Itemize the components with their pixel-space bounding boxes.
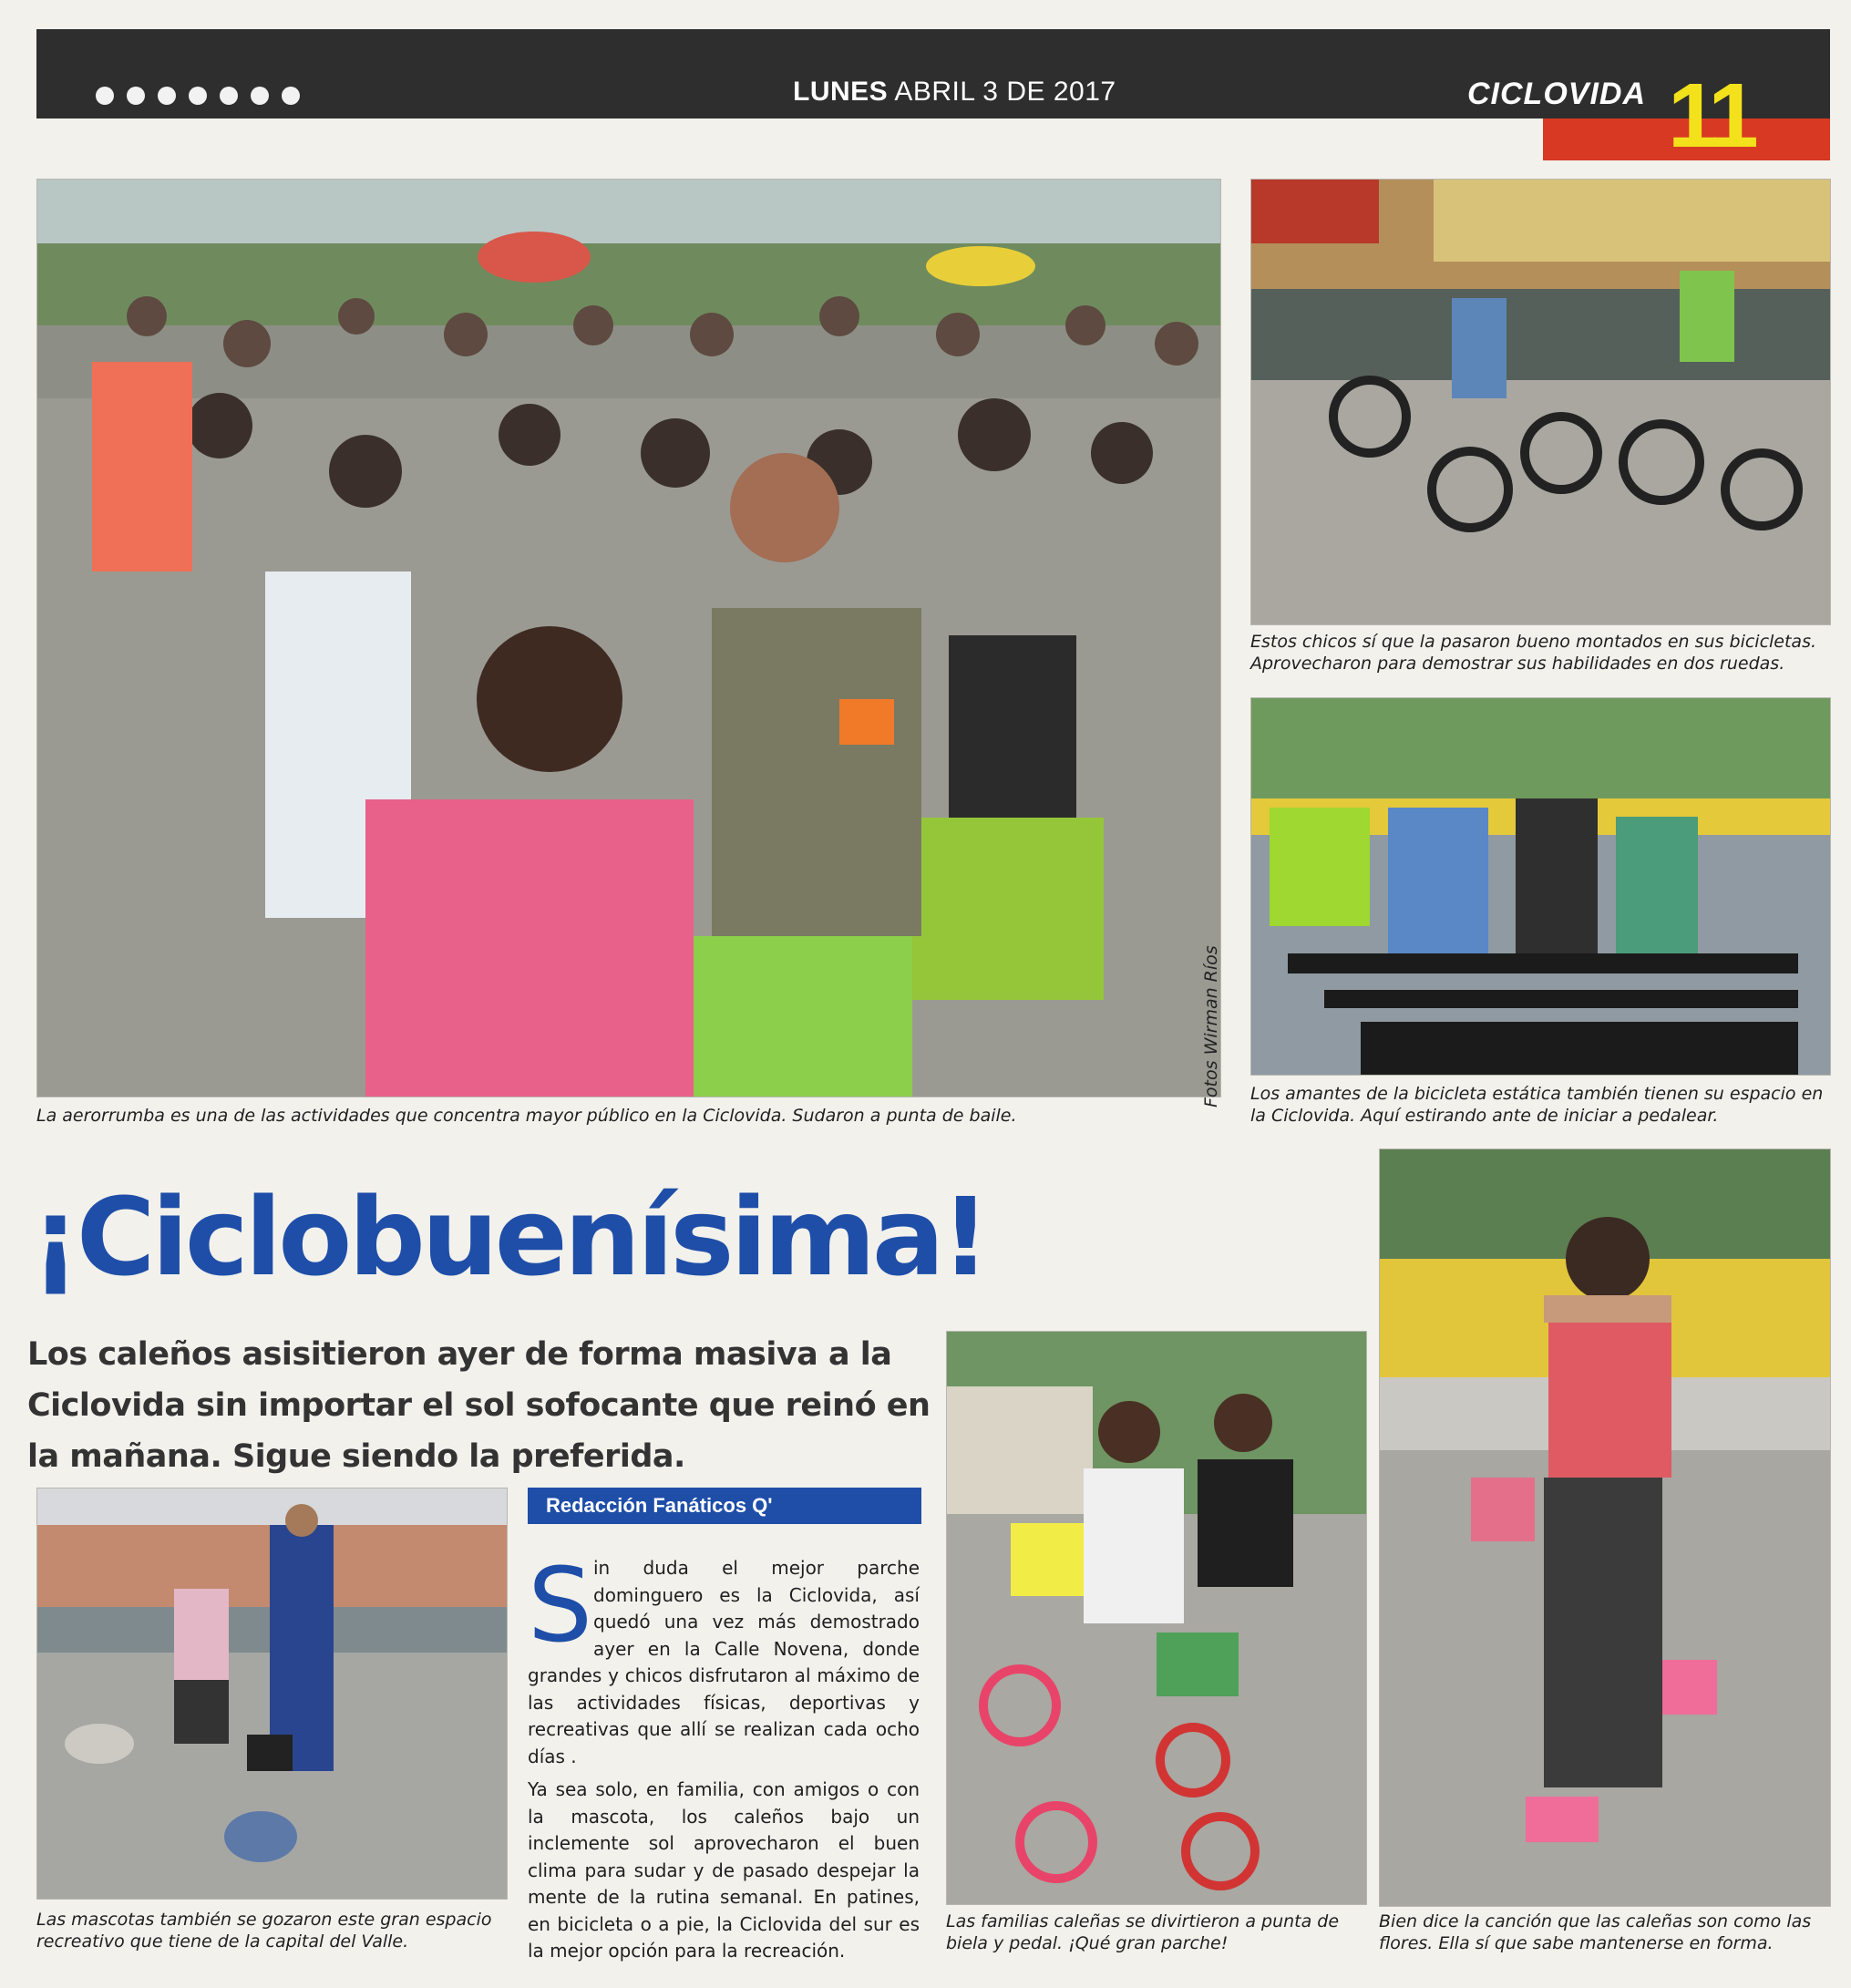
caption-pets: Las mascotas también se gozaron este gran espacio recreativo que tiene de la capital del Valle. [36,1910,492,1952]
header-dot [220,87,238,105]
header-dot [282,87,300,105]
article-paragraph: in duda el mejor parche dominguero es la Ciclovida, así quedó una vez más demostrado ayer en la Calle Novena, donde grandes y chicos disfrutaron al máximo de las actividades físicas, deportivas y recreativas que allí se realizan cada ocho días . [528,1557,920,1767]
header-dot [189,87,207,105]
photo-runner [1379,1149,1831,1907]
drop-cap: S [528,1547,593,1665]
issue-date-text: ABRIL 3 DE 2017 [894,77,1116,107]
photo-credit [1201,893,1227,1112]
issue-date [793,77,1116,113]
article-headline: ¡Ciclobuenísima! [31,1174,987,1300]
photo-runner-image [1380,1149,1830,1906]
photo-families [946,1331,1367,1905]
photo-bicycles [1250,179,1831,625]
header-dot [96,87,114,105]
caption-families: Las familias caleñas se divirtieron a punta de biela y pedal. ¡Qué gran parche! [946,1911,1340,1953]
article-deck: Los caleños asisitieron ayer de forma masiva a la Ciclovida sin importar el sol sofocante que reinó en la mañana. Sigue siendo la preferida. [27,1336,931,1475]
caption-aerorrumba: La aerorrumba es una de las actividades que concentra mayor público en la Ciclovida. Sudaron a punta de baile. [36,1106,1017,1126]
caption-bicycles: Estos chicos sí que la pasaron bueno montados en sus bicicletas. Aprovecharon para demostrar sus habilidades en dos ruedas. [1250,632,1817,674]
caption-runner: Bien dice la canción que las caleñas son como las flores. Ella sí que sabe mantenerse en forma. [1379,1911,1812,1953]
photo-pets [36,1488,508,1900]
header-dots [96,87,300,108]
photo-aerorrumba [36,179,1221,1097]
photo-aerorrumba-image [37,180,1220,1097]
photo-bicycles-image [1251,180,1830,624]
photo-pets-image [37,1488,507,1899]
photo-stationary-bikes-image [1251,698,1830,1075]
photo-stationary-bikes [1250,697,1831,1076]
photo-families-image [947,1332,1366,1904]
header-dot [251,87,269,105]
article-paragraph: Ya sea solo, en familia, con amigos o con la mascota, los caleños bajo un inclemente sol aprovecharon el buen clima para sudar y de pasado despejar la mente de la rutina semanal. En patines, en bicicleta o a pie, la Ciclovida del sur es la mejor opción para la recreación. [528,1778,920,1962]
issue-day: LUNES [793,77,889,107]
header-dot [127,87,145,105]
article-body [528,1547,920,1962]
photo-credit-text: Fotos Wirman Ríos [1201,945,1221,1107]
caption-stationary-bikes: Los amantes de la bicicleta estática también tienen su espacio en la Ciclovida. Aquí estirando ante de iniciar a pedalear. [1250,1084,1824,1126]
header-dot [158,87,176,105]
section-name: CICLOVIDA [1467,77,1646,111]
article-byline: Redacción Fanáticos Q' [528,1488,921,1524]
page-number: 11 [1668,65,1753,167]
